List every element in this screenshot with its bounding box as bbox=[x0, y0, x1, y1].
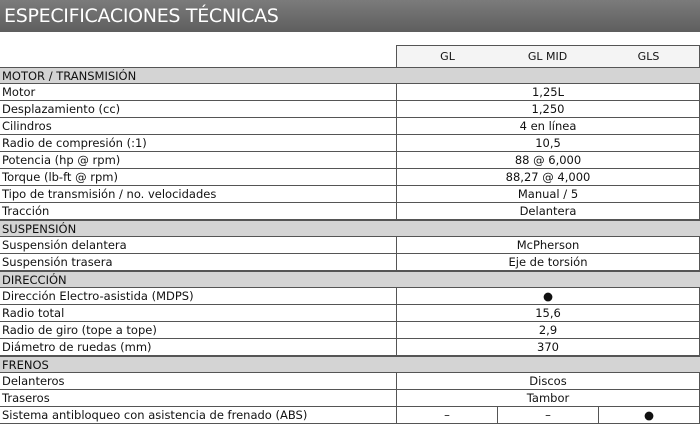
spec-value: ● bbox=[598, 407, 699, 423]
spec-label: Suspensión trasera bbox=[2, 255, 113, 269]
spec-row bbox=[0, 322, 700, 339]
spec-value: 2,9 bbox=[396, 322, 699, 338]
spec-row bbox=[0, 254, 700, 271]
spec-row bbox=[0, 373, 700, 390]
spec-row bbox=[0, 186, 700, 203]
spec-label: Radio total bbox=[2, 306, 65, 320]
spec-value: 15,6 bbox=[396, 305, 699, 321]
spec-row bbox=[0, 237, 700, 254]
spec-value: ● bbox=[396, 288, 699, 304]
spec-value: Tambor bbox=[396, 390, 699, 406]
section-title: DIRECCIÓN bbox=[2, 273, 67, 287]
spec-table bbox=[0, 67, 700, 424]
section-title: FRENOS bbox=[2, 358, 49, 372]
spec-row bbox=[0, 305, 700, 322]
spec-row bbox=[0, 152, 700, 169]
spec-value: – bbox=[497, 407, 598, 423]
column-header-gl-mid: GL MID bbox=[497, 45, 599, 69]
spec-value: – bbox=[396, 407, 497, 423]
spec-label: Motor bbox=[2, 85, 36, 99]
spec-label: Torque (lb-ft @ rpm) bbox=[2, 170, 118, 184]
section-header bbox=[0, 356, 700, 373]
spec-label: Dirección Electro-asistida (MDPS) bbox=[2, 289, 194, 303]
spec-label: Cilindros bbox=[2, 119, 52, 133]
spec-row bbox=[0, 84, 700, 101]
spec-value: 10,5 bbox=[396, 135, 699, 151]
column-header-row bbox=[0, 45, 700, 68]
spec-row bbox=[0, 135, 700, 152]
spec-value: 1,250 bbox=[396, 101, 699, 117]
section-title: SUSPENSIÓN bbox=[2, 222, 77, 236]
section-header bbox=[0, 220, 700, 237]
spec-label: Diámetro de ruedas (mm) bbox=[2, 340, 152, 354]
spec-value: Manual / 5 bbox=[396, 186, 699, 202]
spec-row bbox=[0, 101, 700, 118]
section-header bbox=[0, 271, 700, 288]
spec-value: 1,25L bbox=[396, 84, 699, 100]
spec-label: Sistema antibloqueo con asistencia de frenado (ABS) bbox=[2, 408, 308, 422]
spec-label: Potencia (hp @ rpm) bbox=[2, 153, 121, 167]
spec-value: Delantera bbox=[396, 203, 699, 219]
section-header bbox=[0, 67, 700, 84]
section-title: MOTOR / TRANSMISIÓN bbox=[2, 69, 137, 83]
column-header-gls: GLS bbox=[598, 45, 700, 69]
spec-label: Radio de compresión (:1) bbox=[2, 136, 147, 150]
spec-value: McPherson bbox=[396, 237, 699, 253]
spec-value: 88 @ 6,000 bbox=[396, 152, 699, 168]
page-title: ESPECIFICACIONES TÉCNICAS bbox=[4, 5, 279, 27]
column-header-gl: GL bbox=[396, 45, 499, 69]
spec-row bbox=[0, 118, 700, 135]
spec-value: 4 en línea bbox=[396, 118, 699, 134]
spec-label: Suspensión delantera bbox=[2, 238, 127, 252]
spec-value: 370 bbox=[396, 339, 699, 355]
spec-row bbox=[0, 169, 700, 186]
spec-row bbox=[0, 203, 700, 220]
spec-label: Tracción bbox=[2, 204, 50, 218]
spec-row bbox=[0, 390, 700, 407]
spec-label: Radio de giro (tope a tope) bbox=[2, 323, 157, 337]
spec-label: Desplazamiento (cc) bbox=[2, 102, 121, 116]
spec-row bbox=[0, 407, 700, 424]
spec-row bbox=[0, 288, 700, 305]
title-bar bbox=[0, 0, 700, 32]
spec-value: Discos bbox=[396, 373, 699, 389]
spec-label: Tipo de transmisión / no. velocidades bbox=[2, 187, 217, 201]
spec-row bbox=[0, 339, 700, 356]
spec-value: 88,27 @ 4,000 bbox=[396, 169, 699, 185]
spec-label: Traseros bbox=[2, 391, 50, 405]
spec-value: Eje de torsión bbox=[396, 254, 699, 270]
spec-label: Delanteros bbox=[2, 374, 65, 388]
